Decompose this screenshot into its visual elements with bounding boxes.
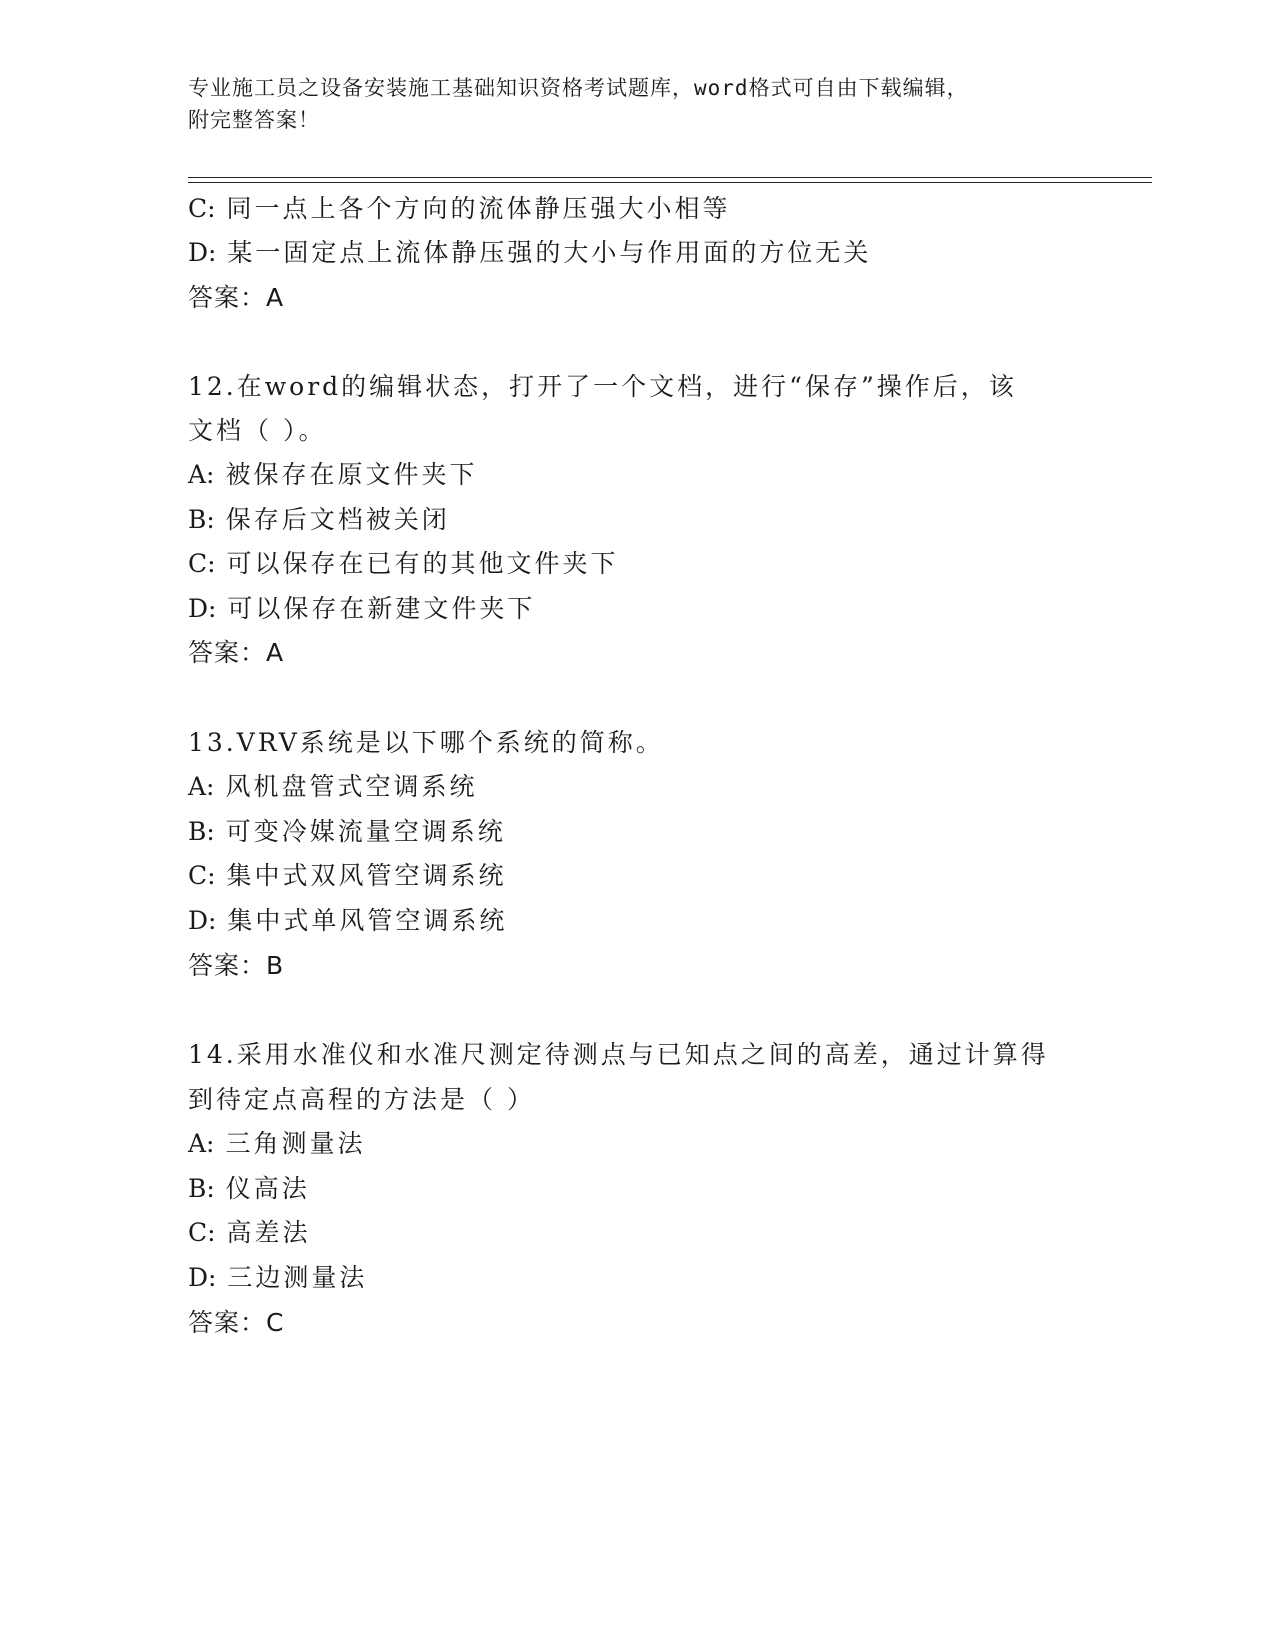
q14-stem-line-1: 14.采用水准仪和水准尺测定待测点与已知点之间的高差，通过计算得 [188, 1040, 1049, 1069]
header-divider-top [188, 177, 1152, 178]
q14-option-a [188, 1129, 365, 1159]
q11-answer: 答案：A [188, 283, 285, 312]
q13-option-a [188, 772, 477, 802]
option-text: 高差法 [226, 1218, 311, 1247]
option-text: 某一固定点上流体静压强的大小与作用面的方位无关 [227, 238, 872, 267]
q11-option-d [188, 238, 871, 268]
q12-stem-line-1: 12.在word的编辑状态，打开了一个文档，进行“保存”操作后，该 [188, 372, 1017, 401]
q11-option-c [188, 194, 731, 224]
option-label: B: [188, 817, 215, 846]
option-text: 同一点上各个方向的流体静压强大小相等 [226, 194, 731, 223]
option-label: B: [188, 1174, 215, 1203]
q13-answer: 答案：B [188, 951, 285, 980]
option-label: A: [188, 772, 215, 801]
q14-option-c [188, 1218, 311, 1248]
header-line-2: 附完整答案！ [188, 108, 320, 132]
option-label: C: [188, 194, 216, 223]
option-text: 保存后文档被关闭 [225, 505, 450, 534]
q13-option-d [188, 906, 507, 936]
q13-option-b [188, 817, 506, 847]
q13-stem-line-1: 13.VRV系统是以下哪个系统的简称。 [188, 728, 664, 757]
option-label: C: [188, 1218, 216, 1247]
option-label: D: [188, 594, 217, 623]
option-label: D: [188, 1263, 217, 1292]
option-label: A: [188, 460, 215, 489]
q14-answer: 答案：C [188, 1308, 285, 1337]
option-text: 三角测量法 [225, 1129, 366, 1158]
option-text: 可以保存在已有的其他文件夹下 [226, 549, 619, 578]
option-text: 集中式单风管空调系统 [227, 906, 508, 935]
q14-option-b [188, 1174, 310, 1204]
q14-option-d [188, 1263, 367, 1293]
option-text: 可以保存在新建文件夹下 [227, 594, 536, 623]
q12-option-a [188, 460, 477, 490]
option-text: 可变冷媒流量空调系统 [225, 817, 506, 846]
q13-option-c [188, 861, 507, 891]
option-text: 集中式双风管空调系统 [226, 861, 507, 890]
option-label: D: [188, 906, 217, 935]
q12-stem-line-2: 文档（ ）。 [188, 416, 327, 445]
q12-answer: 答案：A [188, 638, 285, 667]
option-label: C: [188, 549, 216, 578]
q14-stem-line-2: 到待定点高程的方法是（ ） [188, 1085, 535, 1114]
q12-option-b [188, 505, 450, 535]
option-label: C: [188, 861, 216, 890]
option-text: 风机盘管式空调系统 [225, 772, 478, 801]
option-text: 三边测量法 [227, 1263, 368, 1292]
q12-option-d [188, 594, 535, 624]
document-header [188, 72, 1068, 136]
option-label: D: [188, 238, 217, 267]
option-text: 被保存在原文件夹下 [225, 460, 478, 489]
header-line-1: 专业施工员之设备安装施工基础知识资格考试题库，word格式可自由下载编辑， [188, 76, 969, 100]
q12-option-c [188, 549, 619, 579]
option-label: A: [188, 1129, 215, 1158]
header-divider-bottom [188, 182, 1152, 183]
option-label: B: [188, 505, 215, 534]
option-text: 仪高法 [225, 1174, 310, 1203]
